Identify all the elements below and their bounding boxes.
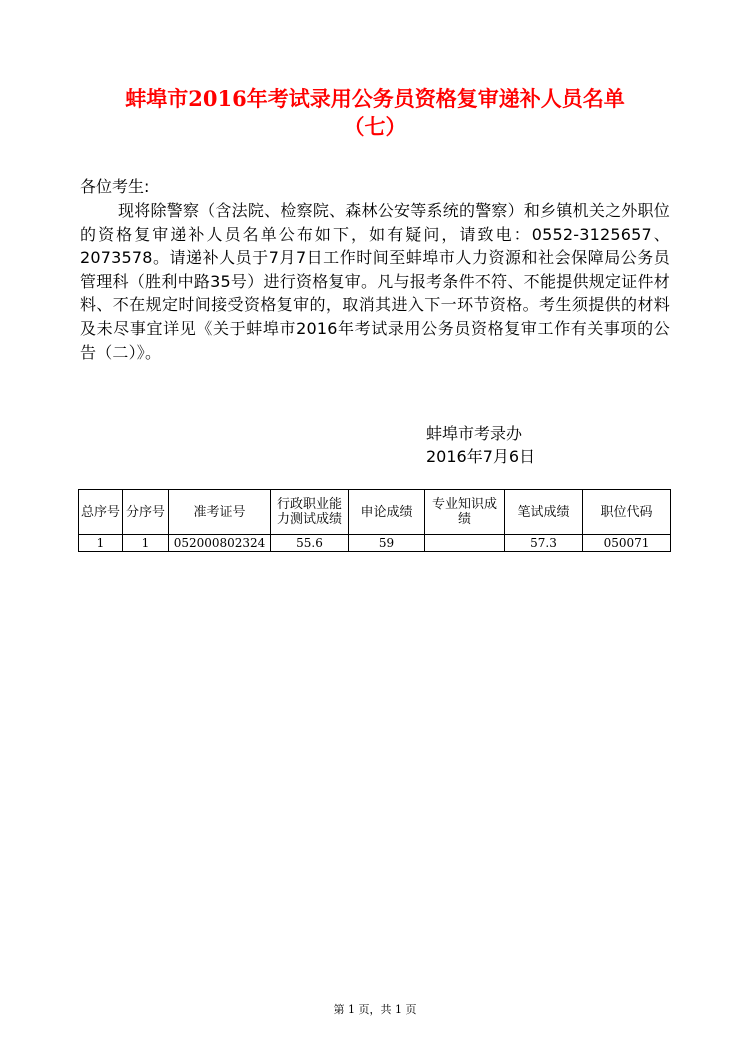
signature-organization: 蚌埠市考录办 xyxy=(426,424,523,443)
cell-sub-index: 1 xyxy=(123,535,169,552)
header-essay-score: 申论成绩 xyxy=(349,490,425,535)
cell-aptitude-score: 55.6 xyxy=(271,535,349,552)
cell-professional-score xyxy=(425,535,505,552)
cell-position-code: 050071 xyxy=(583,535,671,552)
notice-greeting: 各位考生: xyxy=(80,177,150,196)
cell-exam-number: 052000802324 xyxy=(169,535,271,552)
header-professional-score: 专业知识成绩 xyxy=(425,490,505,535)
document-title-number: （七） xyxy=(343,114,407,139)
header-sub-index: 分序号 xyxy=(123,490,169,535)
header-exam-number: 准考证号 xyxy=(169,490,271,535)
header-aptitude-score: 行政职业能力测试成绩 xyxy=(271,490,349,535)
header-total-index: 总序号 xyxy=(79,490,123,535)
header-written-score: 笔试成绩 xyxy=(505,490,583,535)
document-title: 蚌埠市2016年考试录用公务员资格复审递补人员名单 xyxy=(125,86,625,111)
table-header-row xyxy=(79,490,671,535)
cell-essay-score: 59 xyxy=(349,535,425,552)
signature-date: 2016年7月6日 xyxy=(426,447,536,466)
header-position-code: 职位代码 xyxy=(583,490,671,535)
candidates-table xyxy=(78,489,671,552)
table-row xyxy=(79,535,671,552)
cell-total-index: 1 xyxy=(79,535,123,552)
page-footer: 第 1 页，共 1 页 xyxy=(333,1003,417,1016)
cell-written-score: 57.3 xyxy=(505,535,583,552)
notice-paragraph: 现将除警察（含法院、检察院、森林公安等系统的警察）和乡镇机关之外职位的资格复审递补人员名单公布如下，如有疑问，请致电：0552-3125657、2073578。请递补人员于7月7日工作时间至蚌埠市人力资源和社会保障局公务员管理科（胜利中路35号）进行资格复审。凡与报考条件不符、不能提供规定证件材料、不在规定时间接受资格复审的，取消其进入下一环节资格。考生须提供的材料及未尽事宜详见《关于蚌埠市2016年考试录用公务员资格复审工作有关事项的公告（二）》。 xyxy=(80,201,670,362)
